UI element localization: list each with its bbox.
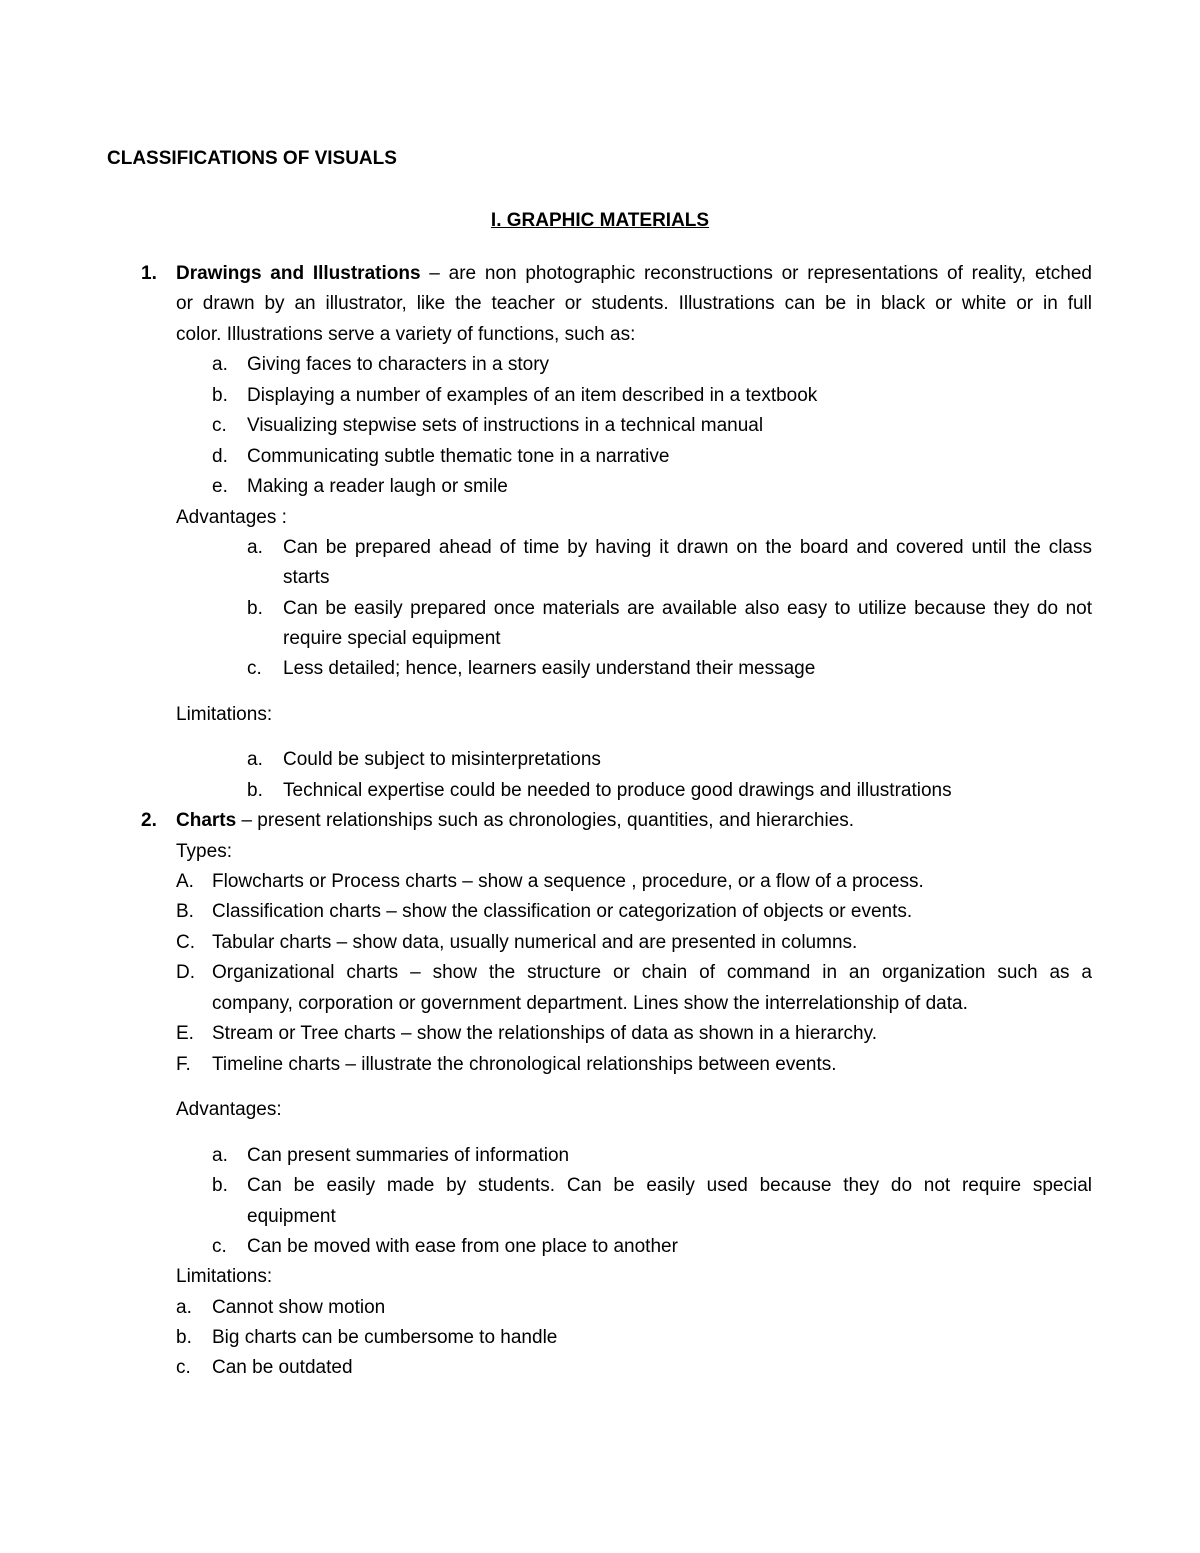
list-item: Big charts can be cumbersome to handle xyxy=(212,1327,558,1348)
list-marker: b. xyxy=(247,780,263,801)
list-item: Stream or Tree charts – show the relationships of data as shown in a hierarchy. xyxy=(212,1023,877,1044)
item-definition: – present relationships such as chronologies, quantities, and hierarchies. xyxy=(236,810,855,831)
list-marker: D. xyxy=(176,962,195,983)
list-item-continuation: require special equipment xyxy=(283,628,501,649)
list-item: Can be moved with ease from one place to another xyxy=(247,1236,678,1257)
list-item: Less detailed; hence, learners easily understand their message xyxy=(283,658,816,679)
advantages-label: Advantages: xyxy=(176,1099,282,1120)
list-item: Making a reader laugh or smile xyxy=(247,476,508,497)
list-marker: b. xyxy=(212,385,228,406)
list-item: Could be subject to misinterpretations xyxy=(283,749,601,770)
list-item-continuation: starts xyxy=(283,567,330,588)
list-marker: B. xyxy=(176,901,194,922)
list-marker: a. xyxy=(176,1297,192,1318)
list-marker: a. xyxy=(247,749,263,770)
list-item: Can be easily made by students. Can be easily used because they do not require special xyxy=(247,1175,1092,1196)
list-item: Can be outdated xyxy=(212,1357,353,1378)
list-marker: a. xyxy=(212,354,228,375)
list-marker: a. xyxy=(247,537,263,558)
types-label: Types: xyxy=(176,841,232,862)
list-marker: a. xyxy=(212,1145,228,1166)
list-item: Can be prepared ahead of time by having it drawn on the board and covered until the class xyxy=(283,537,1092,558)
list-item-continuation: equipment xyxy=(247,1206,336,1227)
list-item: Displaying a number of examples of an item described in a textbook xyxy=(247,385,818,406)
list-marker: c. xyxy=(247,658,262,679)
limitations-label: Limitations: xyxy=(176,704,273,725)
document-title: CLASSIFICATIONS OF VISUALS xyxy=(107,148,397,169)
item-number: 1. xyxy=(141,263,157,284)
item-intro-line xyxy=(176,262,1092,286)
section-title: I. GRAPHIC MATERIALS xyxy=(490,210,710,231)
list-marker: c. xyxy=(212,415,227,436)
item-number: 2. xyxy=(141,810,157,831)
list-marker: b. xyxy=(212,1175,228,1196)
list-item: Tabular charts – show data, usually numerical and are presented in columns. xyxy=(212,932,858,953)
list-item: Can be easily prepared once materials are available also easy to utilize because they do not xyxy=(283,598,1092,619)
advantages-label: Advantages : xyxy=(176,507,287,528)
item-definition: – are non photographic reconstructions or representations of reality, etched xyxy=(420,263,1092,284)
list-item: Can present summaries of information xyxy=(247,1145,570,1166)
list-marker: e. xyxy=(212,476,228,497)
list-item-continuation: company, corporation or government department. Lines show the interrelationship of data. xyxy=(212,993,968,1014)
item-intro-line: color. Illustrations serve a variety of functions, such as: xyxy=(176,324,636,345)
list-marker: c. xyxy=(176,1357,191,1378)
list-item: Flowcharts or Process charts – show a sequence , procedure, or a flow of a process. xyxy=(212,871,924,892)
list-item: Organizational charts – show the structure or chain of command in an organization such as a xyxy=(212,962,1092,983)
list-item: Visualizing stepwise sets of instructions in a technical manual xyxy=(247,415,764,436)
list-marker: A. xyxy=(176,871,194,892)
item-term: Drawings and Illustrations xyxy=(176,263,421,284)
limitations-label: Limitations: xyxy=(176,1266,273,1287)
list-marker: b. xyxy=(247,598,263,619)
item-term: Charts xyxy=(176,810,237,831)
list-marker: F. xyxy=(176,1054,191,1075)
list-marker: c. xyxy=(212,1236,227,1257)
list-item: Classification charts – show the classification or categorization of objects or events. xyxy=(212,901,913,922)
list-marker: E. xyxy=(176,1023,194,1044)
list-item: Giving faces to characters in a story xyxy=(247,354,550,375)
list-marker: b. xyxy=(176,1327,192,1348)
list-marker: d. xyxy=(212,446,228,467)
list-item: Technical expertise could be needed to produce good drawings and illustrations xyxy=(283,780,952,801)
list-item: Timeline charts – illustrate the chronological relationships between events. xyxy=(212,1054,837,1075)
list-marker: C. xyxy=(176,932,195,953)
item-intro-line: or drawn by an illustrator, like the teacher or students. Illustrations can be in black or white or in full xyxy=(176,293,1092,314)
item-intro-line xyxy=(176,809,854,833)
list-item: Cannot show motion xyxy=(212,1297,386,1318)
list-item: Communicating subtle thematic tone in a narrative xyxy=(247,446,670,467)
